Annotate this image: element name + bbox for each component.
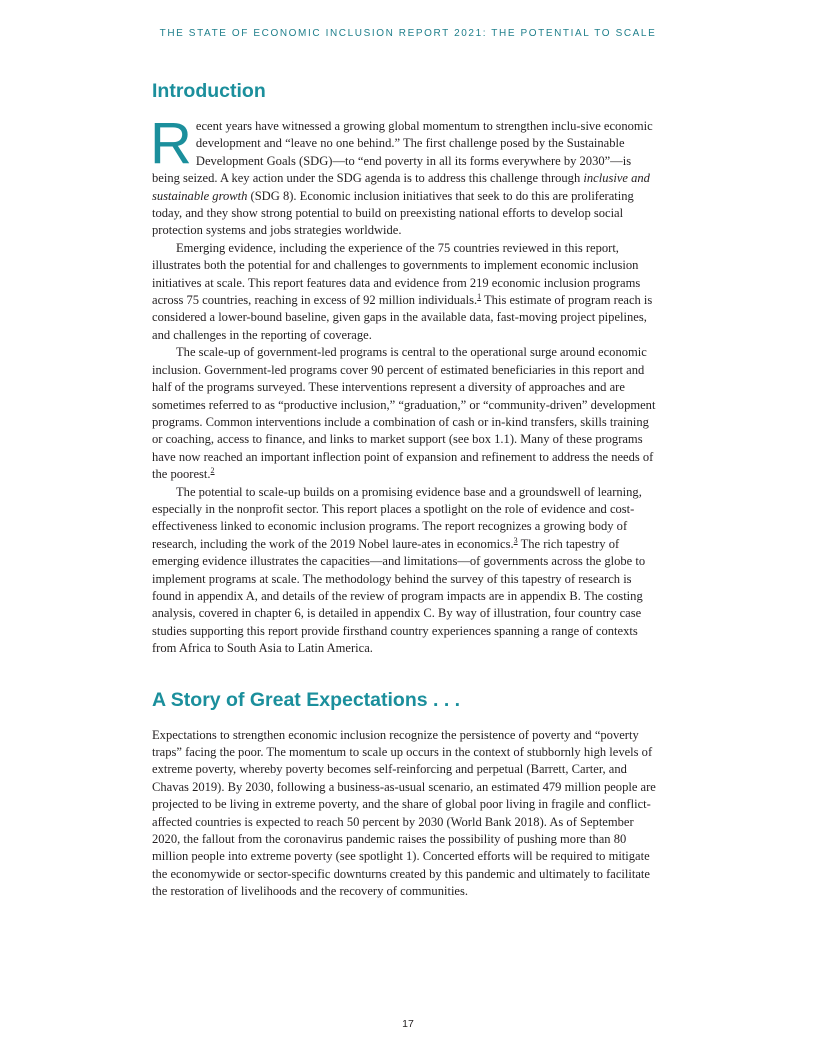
paragraph-story-1: Expectations to strengthen economic inclusion recognize the persistence of poverty and “poverty traps” facing the poor. The momentum to scale up occurs in the context of stubbornly high levels of extreme poverty, whereby poverty becomes self-reinforcing and perpetual (Barrett, Carter, and Chavas 2019). By 2030, following a business-as-usual scenario, an estimated 479 million people are projected to be living in extreme poverty, and the share of global poor living in fragile and conflict-affected countries is expected to reach 50 percent by 2030 (World Bank 2018). As of September 2020, the fallout from the coronavirus pandemic raises the possibility of pushing more than 80 million people into extreme poverty (see spotlight 1). Concerted efforts will be required to mitigate the economywide or sector-specific downturns created by this pandemic and ultimately to facilitate the restoration of livelihoods and the recovery of communities. bbox=[152, 727, 656, 899]
footnote-ref-3[interactable]: 3 bbox=[513, 535, 518, 545]
body-content bbox=[152, 78, 660, 901]
paragraph-text: ecent years have witnessed a growing global momentum to strengthen inclu-sive economic development and “leave no one behind.” The first challenge posed by the Sustainable Development Goals (SDG)—to “end poverty in all its forms everywhere by 2030”—is being seized. A key action under the SDG agenda is to address this challenge through bbox=[152, 119, 653, 186]
paragraph-intro-2 bbox=[152, 240, 660, 344]
paragraph-intro-4 bbox=[152, 484, 660, 658]
paragraph-text: The scale-up of government-led programs is central to the operational surge around economic inclusion. Government-led programs cover 90 percent of estimated beneficiaries in this report and half of the programs surveyed. These interventions represent a diversity of approaches and are sometimes referred to as “productive inclusion,” “graduation,” or “community-driven” development programs. Common interventions include a combination of cash or in-kind transfers, skills training or coaching, access to finance, and links to market support (see box 1.1). Many of these programs have now reached an important inflection point of expansion and refinement to address the needs of the poorest. bbox=[152, 345, 656, 482]
italic-phrase: inclusive and sustainable growth bbox=[152, 171, 650, 203]
running-head: THE STATE OF ECONOMIC INCLUSION REPORT 2021: THE POTENTIAL TO SCALE bbox=[159, 28, 657, 39]
paragraph-text: Emerging evidence, including the experience of the 75 countries reviewed in this report, illustrates both the potential for and challenges to governments to implement economic inclusion initiatives at scale. This report features data and evidence from 219 economic inclusion programs across 75 countries, reaching in excess of 92 million individuals. bbox=[152, 240, 641, 308]
footnote-ref-2[interactable]: 2 bbox=[210, 465, 215, 475]
drop-cap: R bbox=[150, 111, 192, 176]
paragraph-intro-1 bbox=[150, 111, 660, 240]
section-heading-story: A Story of Great Expectations . . . bbox=[152, 688, 461, 711]
paragraph-text: The rich tapestry of emerging evidence illustrates the capacities—and limitations—of governments across the globe to implement programs at scale. The methodology behind the survey of this tapestry of research is found in appendix A, and details of the review of program impacts are in appendix B. The costing analysis, covered in chapter 6, is detailed in appendix C. By way of illustration, four country case studies supporting this report provide firsthand country experiences spanning a range of contexts from Africa to South Asia to Latin America. bbox=[152, 536, 646, 656]
paragraph-text: The potential to scale-up builds on a promising evidence base and a groundswell of learning, especially in the nonprofit sector. This report places a spotlight on the role of evidence and cost-effectiveness linked to economic inclusion programs. The report recognizes a growing body of research, including the work of the 2019 Nobel laure-ates in economics. bbox=[152, 484, 642, 551]
page-number: 17 bbox=[402, 1018, 414, 1030]
paragraph-intro-3 bbox=[152, 344, 660, 483]
footnote-ref-1[interactable]: 1 bbox=[477, 291, 482, 301]
paragraph-text: This estimate of program reach is considered a lower-bound baseline, given gaps in the available data, fast-moving project pipelines, and challenges in the reporting of coverage. bbox=[152, 293, 653, 342]
paragraph-text: (SDG 8). Economic inclusion initiatives that seek to do this are proliferating today, and they show strong potential to build on preexisting national efforts to develop social protection systems and jobs strategies worldwide. bbox=[152, 188, 634, 238]
section-heading-introduction: Introduction bbox=[152, 80, 266, 102]
